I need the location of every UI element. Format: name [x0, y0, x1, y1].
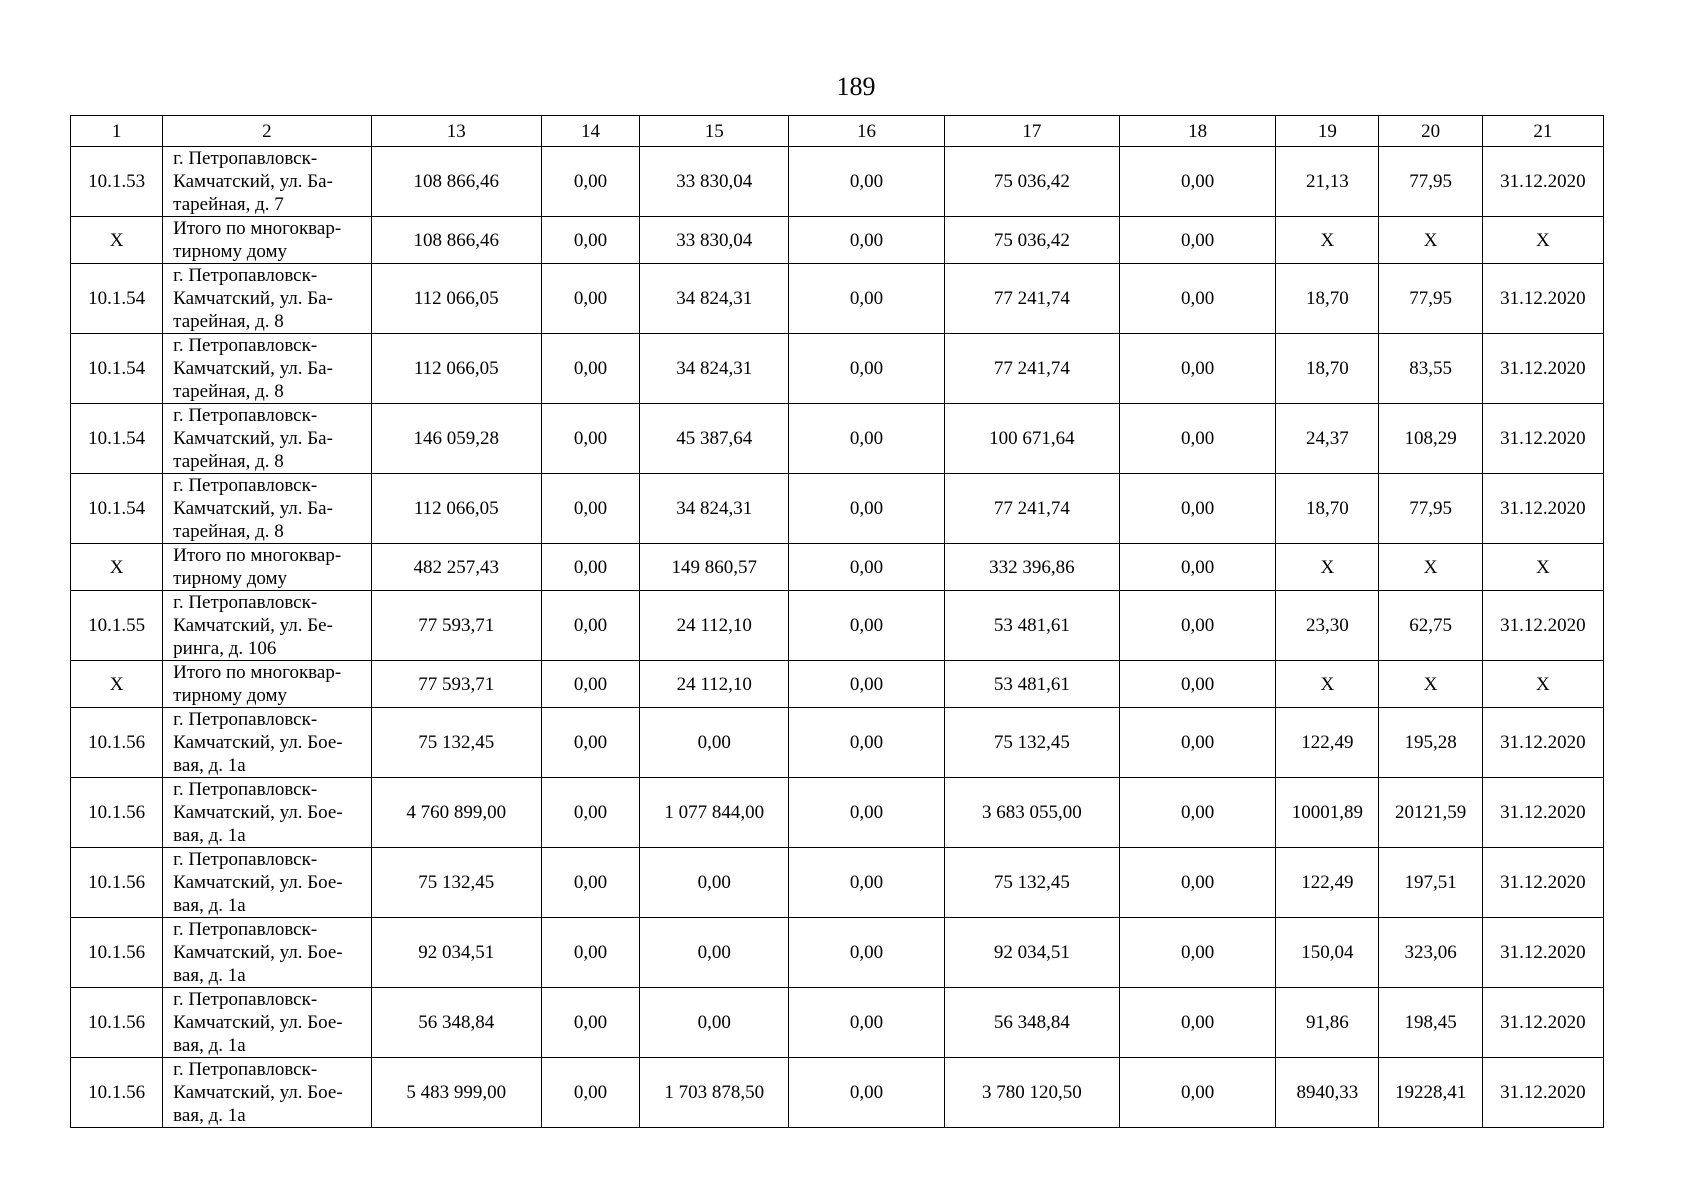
table-cell-col-1: X	[71, 217, 163, 264]
table-cell-col-21: 31.12.2020	[1482, 1058, 1603, 1128]
table-cell-col-15: 0,00	[640, 708, 789, 778]
address-line: Камчатский, ул. Бое-	[173, 872, 343, 893]
table-cell-col-2	[163, 264, 371, 334]
table-cell-col-17: 75 036,42	[944, 217, 1119, 264]
table-cell-col-20: 77,95	[1379, 474, 1482, 544]
address-line: Итого по многоквар-	[173, 218, 342, 239]
column-header-20: 20	[1379, 116, 1482, 147]
table-cell-col-1: 10.1.56	[71, 778, 163, 848]
table-cell-col-20: 198,45	[1379, 988, 1482, 1058]
address-line: тарейная, д. 8	[173, 311, 284, 332]
table-cell-col-15: 33 830,04	[640, 147, 789, 217]
table-row	[71, 474, 1604, 544]
table-cell-col-13: 75 132,45	[371, 708, 541, 778]
table-cell-col-15: 34 824,31	[640, 334, 789, 404]
table-cell-col-16: 0,00	[789, 217, 944, 264]
table-cell-col-16: 0,00	[789, 661, 944, 708]
table-cell-col-20: 19228,41	[1379, 1058, 1482, 1128]
table-cell-col-1: 10.1.54	[71, 404, 163, 474]
table-cell-col-2	[163, 591, 371, 661]
table-cell-col-1: 10.1.54	[71, 334, 163, 404]
table-cell-col-17: 53 481,61	[944, 661, 1119, 708]
table-cell-col-2	[163, 848, 371, 918]
column-header-16: 16	[789, 116, 944, 147]
table-cell-col-19: 91,86	[1276, 988, 1379, 1058]
address-line: Камчатский, ул. Бое-	[173, 732, 343, 753]
table-cell-col-18: 0,00	[1120, 988, 1276, 1058]
table-cell-col-13: 5 483 999,00	[371, 1058, 541, 1128]
table-cell-col-14: 0,00	[541, 217, 639, 264]
table-cell-col-21: X	[1482, 661, 1603, 708]
table-cell-col-2	[163, 404, 371, 474]
header-row	[71, 116, 1604, 147]
address-line: вая, д. 1а	[173, 895, 246, 916]
table-cell-col-13: 112 066,05	[371, 264, 541, 334]
table-row	[71, 404, 1604, 474]
address-line: вая, д. 1а	[173, 825, 246, 846]
table-cell-col-15: 33 830,04	[640, 217, 789, 264]
table-cell-col-13: 77 593,71	[371, 591, 541, 661]
table-row	[71, 918, 1604, 988]
table-cell-col-20: 62,75	[1379, 591, 1482, 661]
table-cell-col-14: 0,00	[541, 988, 639, 1058]
table-cell-col-16: 0,00	[789, 708, 944, 778]
column-header-18: 18	[1120, 116, 1276, 147]
table-cell-col-2	[163, 474, 371, 544]
table-cell-col-19: 122,49	[1276, 708, 1379, 778]
table-cell-col-18: 0,00	[1120, 848, 1276, 918]
table-cell-col-17: 56 348,84	[944, 988, 1119, 1058]
table-cell-col-15: 0,00	[640, 918, 789, 988]
table-cell-col-16: 0,00	[789, 1058, 944, 1128]
column-header-15: 15	[640, 116, 789, 147]
table-cell-col-1: 10.1.56	[71, 988, 163, 1058]
table-cell-col-20: 195,28	[1379, 708, 1482, 778]
table-row	[71, 544, 1604, 591]
table-cell-col-16: 0,00	[789, 474, 944, 544]
column-header-17: 17	[944, 116, 1119, 147]
address-line: Камчатский, ул. Бое-	[173, 942, 343, 963]
table-cell-col-16: 0,00	[789, 147, 944, 217]
column-header-21: 21	[1482, 116, 1603, 147]
table-row	[71, 988, 1604, 1058]
table-cell-col-19: X	[1276, 544, 1379, 591]
table-cell-col-13: 108 866,46	[371, 217, 541, 264]
column-header-19: 19	[1276, 116, 1379, 147]
table-cell-col-14: 0,00	[541, 264, 639, 334]
address-line: г. Петропавловск-	[173, 335, 318, 356]
table-cell-col-17: 3 683 055,00	[944, 778, 1119, 848]
table-row	[71, 264, 1604, 334]
table-cell-col-2	[163, 708, 371, 778]
address-line: ринга, д. 106	[173, 638, 277, 659]
table-cell-col-2	[163, 661, 371, 708]
address-line: Камчатский, ул. Ба-	[173, 428, 333, 449]
table-cell-col-19: 23,30	[1276, 591, 1379, 661]
column-header-14: 14	[541, 116, 639, 147]
table-cell-col-14: 0,00	[541, 474, 639, 544]
table-cell-col-18: 0,00	[1120, 264, 1276, 334]
table-row	[71, 591, 1604, 661]
address-line: Камчатский, ул. Бое-	[173, 1082, 343, 1103]
table-cell-col-20: X	[1379, 217, 1482, 264]
table-cell-col-21: 31.12.2020	[1482, 918, 1603, 988]
table-cell-col-18: 0,00	[1120, 778, 1276, 848]
table-cell-col-1: 10.1.54	[71, 474, 163, 544]
table-cell-col-1: 10.1.55	[71, 591, 163, 661]
table-cell-col-17: 77 241,74	[944, 474, 1119, 544]
table-cell-col-17: 75 132,45	[944, 708, 1119, 778]
table-cell-col-20: 20121,59	[1379, 778, 1482, 848]
table-cell-col-17: 53 481,61	[944, 591, 1119, 661]
address-line: вая, д. 1а	[173, 755, 246, 776]
table-cell-col-19: 122,49	[1276, 848, 1379, 918]
table-cell-col-18: 0,00	[1120, 474, 1276, 544]
address-line: г. Петропавловск-	[173, 475, 318, 496]
address-line: Камчатский, ул. Ба-	[173, 288, 333, 309]
table-cell-col-20: X	[1379, 661, 1482, 708]
table-cell-col-20: 108,29	[1379, 404, 1482, 474]
table-cell-col-16: 0,00	[789, 848, 944, 918]
table-cell-col-18: 0,00	[1120, 334, 1276, 404]
table-row	[71, 334, 1604, 404]
table-row	[71, 708, 1604, 778]
table-cell-col-17: 75 036,42	[944, 147, 1119, 217]
column-header-13: 13	[371, 116, 541, 147]
table-cell-col-19: 150,04	[1276, 918, 1379, 988]
address-line: вая, д. 1а	[173, 965, 246, 986]
table-cell-col-20: 197,51	[1379, 848, 1482, 918]
table-cell-col-17: 77 241,74	[944, 264, 1119, 334]
table-cell-col-14: 0,00	[541, 591, 639, 661]
table-cell-col-14: 0,00	[541, 848, 639, 918]
table-cell-col-19: 24,37	[1276, 404, 1379, 474]
table-cell-col-1: 10.1.56	[71, 918, 163, 988]
table-cell-col-2	[163, 778, 371, 848]
table-cell-col-18: 0,00	[1120, 918, 1276, 988]
table-cell-col-15: 0,00	[640, 848, 789, 918]
table-cell-col-17: 92 034,51	[944, 918, 1119, 988]
table-cell-col-19: 10001,89	[1276, 778, 1379, 848]
table-cell-col-14: 0,00	[541, 778, 639, 848]
table-cell-col-15: 34 824,31	[640, 264, 789, 334]
table-cell-col-1: 10.1.54	[71, 264, 163, 334]
table-cell-col-14: 0,00	[541, 661, 639, 708]
table-cell-col-2	[163, 918, 371, 988]
table-cell-col-20: X	[1379, 544, 1482, 591]
address-line: Камчатский, ул. Бое-	[173, 802, 343, 823]
address-line: тирному дому	[173, 685, 288, 706]
table-cell-col-13: 75 132,45	[371, 848, 541, 918]
table-cell-col-15: 149 860,57	[640, 544, 789, 591]
table-cell-col-1: 10.1.56	[71, 708, 163, 778]
address-line: г. Петропавловск-	[173, 989, 318, 1010]
address-line: Итого по многоквар-	[173, 545, 342, 566]
table-cell-col-2	[163, 147, 371, 217]
table-cell-col-20: 83,55	[1379, 334, 1482, 404]
table-cell-col-13: 77 593,71	[371, 661, 541, 708]
address-line: тарейная, д. 7	[173, 194, 284, 215]
table-cell-col-13: 112 066,05	[371, 334, 541, 404]
table-cell-col-21: X	[1482, 217, 1603, 264]
table-cell-col-15: 1 077 844,00	[640, 778, 789, 848]
table-cell-col-21: 31.12.2020	[1482, 404, 1603, 474]
table-cell-col-15: 34 824,31	[640, 474, 789, 544]
table-cell-col-16: 0,00	[789, 918, 944, 988]
table-row	[71, 147, 1604, 217]
table-cell-col-18: 0,00	[1120, 1058, 1276, 1128]
table-cell-col-2	[163, 334, 371, 404]
table-cell-col-17: 332 396,86	[944, 544, 1119, 591]
table-cell-col-19: 18,70	[1276, 474, 1379, 544]
table-cell-col-15: 1 703 878,50	[640, 1058, 789, 1128]
table-cell-col-14: 0,00	[541, 708, 639, 778]
table-cell-col-13: 482 257,43	[371, 544, 541, 591]
table-row	[71, 661, 1604, 708]
table-cell-col-16: 0,00	[789, 404, 944, 474]
address-line: г. Петропавловск-	[173, 849, 318, 870]
table-cell-col-21: 31.12.2020	[1482, 591, 1603, 661]
table-cell-col-16: 0,00	[789, 988, 944, 1058]
table-cell-col-21: 31.12.2020	[1482, 848, 1603, 918]
address-line: Камчатский, ул. Бе-	[173, 615, 333, 636]
table-cell-col-21: 31.12.2020	[1482, 474, 1603, 544]
table-cell-col-16: 0,00	[789, 591, 944, 661]
table-cell-col-19: X	[1276, 661, 1379, 708]
table-cell-col-16: 0,00	[789, 778, 944, 848]
table-cell-col-18: 0,00	[1120, 217, 1276, 264]
table-cell-col-2	[163, 217, 371, 264]
address-line: тарейная, д. 8	[173, 381, 284, 402]
address-line: г. Петропавловск-	[173, 779, 318, 800]
table-cell-col-13: 112 066,05	[371, 474, 541, 544]
table-cell-col-21: X	[1482, 544, 1603, 591]
address-line: г. Петропавловск-	[173, 265, 318, 286]
table-cell-col-20: 77,95	[1379, 147, 1482, 217]
address-line: г. Петропавловск-	[173, 709, 318, 730]
address-line: г. Петропавловск-	[173, 592, 318, 613]
table-cell-col-18: 0,00	[1120, 404, 1276, 474]
address-line: тарейная, д. 8	[173, 521, 284, 542]
table-cell-col-15: 45 387,64	[640, 404, 789, 474]
address-line: тирному дому	[173, 241, 288, 262]
page-number: 189	[836, 72, 876, 101]
table-cell-col-17: 77 241,74	[944, 334, 1119, 404]
address-line: Камчатский, ул. Ба-	[173, 171, 333, 192]
table-cell-col-18: 0,00	[1120, 591, 1276, 661]
table-cell-col-14: 0,00	[541, 1058, 639, 1128]
table-cell-col-1: 10.1.53	[71, 147, 163, 217]
table-cell-col-20: 77,95	[1379, 264, 1482, 334]
table-cell-col-14: 0,00	[541, 404, 639, 474]
table-cell-col-19: 21,13	[1276, 147, 1379, 217]
address-line: вая, д. 1а	[173, 1105, 246, 1126]
table-cell-col-18: 0,00	[1120, 544, 1276, 591]
table-cell-col-15: 24 112,10	[640, 661, 789, 708]
table-cell-col-15: 0,00	[640, 988, 789, 1058]
table-cell-col-14: 0,00	[541, 918, 639, 988]
table-cell-col-18: 0,00	[1120, 708, 1276, 778]
table-cell-col-13: 146 059,28	[371, 404, 541, 474]
table-cell-col-1: X	[71, 661, 163, 708]
table-cell-col-21: 31.12.2020	[1482, 334, 1603, 404]
table-cell-col-19: 18,70	[1276, 264, 1379, 334]
address-line: г. Петропавловск-	[173, 405, 318, 426]
table-cell-col-21: 31.12.2020	[1482, 264, 1603, 334]
column-header-1: 1	[71, 116, 163, 147]
table-cell-col-1: 10.1.56	[71, 848, 163, 918]
table-cell-col-16: 0,00	[789, 544, 944, 591]
address-line: г. Петропавловск-	[173, 1059, 318, 1080]
table-cell-col-13: 92 034,51	[371, 918, 541, 988]
data-table	[70, 115, 1604, 1128]
table-cell-col-2	[163, 988, 371, 1058]
table-row	[71, 1058, 1604, 1128]
table-cell-col-19: 18,70	[1276, 334, 1379, 404]
table-cell-col-21: 31.12.2020	[1482, 988, 1603, 1058]
table-cell-col-14: 0,00	[541, 147, 639, 217]
table-cell-col-14: 0,00	[541, 334, 639, 404]
address-line: Камчатский, ул. Ба-	[173, 358, 333, 379]
table-body	[71, 116, 1604, 1128]
table-cell-col-15: 24 112,10	[640, 591, 789, 661]
column-header-2: 2	[163, 116, 371, 147]
address-line: Камчатский, ул. Бое-	[173, 1012, 343, 1033]
table-cell-col-18: 0,00	[1120, 147, 1276, 217]
address-line: тарейная, д. 8	[173, 451, 284, 472]
table-cell-col-14: 0,00	[541, 544, 639, 591]
table-cell-col-16: 0,00	[789, 264, 944, 334]
table-row	[71, 848, 1604, 918]
address-line: г. Петропавловск-	[173, 148, 318, 169]
table-cell-col-13: 4 760 899,00	[371, 778, 541, 848]
table-cell-col-2	[163, 544, 371, 591]
table-row	[71, 217, 1604, 264]
table-cell-col-17: 3 780 120,50	[944, 1058, 1119, 1128]
table-cell-col-19: 8940,33	[1276, 1058, 1379, 1128]
table-cell-col-17: 75 132,45	[944, 848, 1119, 918]
table-cell-col-13: 108 866,46	[371, 147, 541, 217]
table-cell-col-13: 56 348,84	[371, 988, 541, 1058]
table-cell-col-2	[163, 1058, 371, 1128]
table-cell-col-19: X	[1276, 217, 1379, 264]
table-cell-col-20: 323,06	[1379, 918, 1482, 988]
table-cell-col-1: 10.1.56	[71, 1058, 163, 1128]
table-cell-col-21: 31.12.2020	[1482, 708, 1603, 778]
address-line: Камчатский, ул. Ба-	[173, 498, 333, 519]
table-cell-col-21: 31.12.2020	[1482, 147, 1603, 217]
table-cell-col-18: 0,00	[1120, 661, 1276, 708]
address-line: г. Петропавловск-	[173, 919, 318, 940]
table-cell-col-1: X	[71, 544, 163, 591]
table-cell-col-16: 0,00	[789, 334, 944, 404]
table-row	[71, 778, 1604, 848]
address-line: вая, д. 1а	[173, 1035, 246, 1056]
address-line: Итого по многоквар-	[173, 662, 342, 683]
table-cell-col-21: 31.12.2020	[1482, 778, 1603, 848]
address-line: тирному дому	[173, 568, 288, 589]
table-cell-col-17: 100 671,64	[944, 404, 1119, 474]
